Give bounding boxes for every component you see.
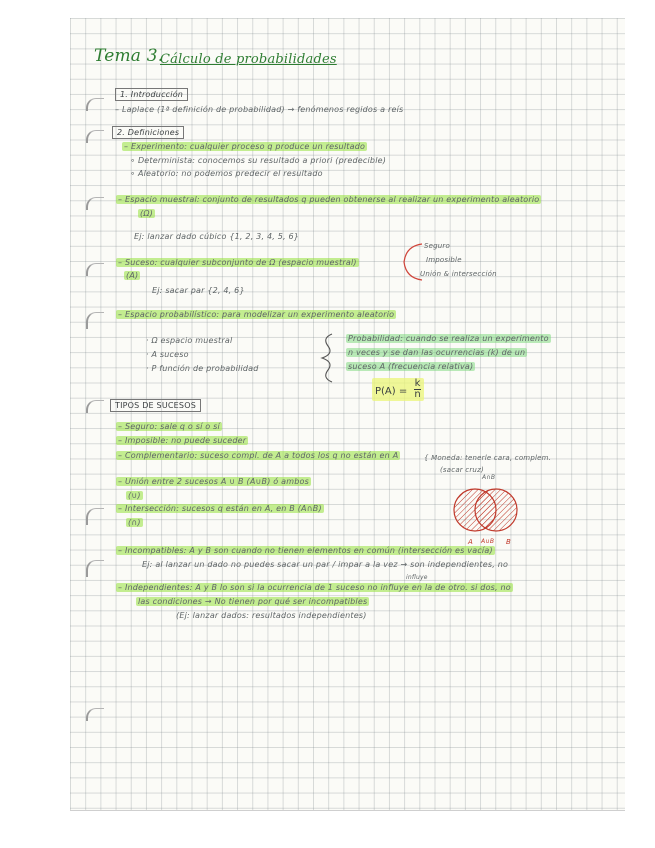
aleatorio-line: ∘ Aleatorio: no podemos predecir el resultado — [130, 169, 323, 178]
section-heading-tipos: TIPOS DE SUCESOS — [110, 399, 201, 412]
incompatibles-line: – Incompatibles: A y B son cuando no tienen elementos en común (intersección es vacía) — [118, 546, 493, 555]
seguro-line: – Seguro: sale q o sí o sí — [118, 422, 220, 431]
curly-brace-icon — [318, 332, 338, 384]
independientes-line: – Independientes: A y B lo son si la ocurrencia de 1 suceso no influye en la de otro. si dos, no — [118, 583, 511, 592]
item-espacio-muestral: · Ω espacio muestral — [146, 336, 233, 345]
experimento-line: – Experimento: cualquier proceso q produce un resultado — [124, 142, 366, 151]
side-note-seguro: Seguro — [424, 242, 450, 250]
venn-label-aub: A∪B — [481, 538, 495, 545]
section-heading-definiciones: 2. Definiciones — [112, 126, 184, 139]
independientes-line-2: las condiciones → No tienen por qué ser incompatibles — [138, 597, 368, 606]
binder-hole-mark — [86, 98, 104, 111]
suceso-a-label: (A) — [126, 271, 139, 280]
imposible-line: – Imposible: no puede suceder — [118, 436, 247, 445]
example-par: Ej: sacar par {2, 4, 6} — [152, 286, 245, 295]
complementario-note-1: { Moneda: tenerle cara, complem. — [424, 454, 552, 462]
espacio-muestral-line: – Espacio muestral: conjunto de resultados q pueden obtenerse al realizar un experimento aleatorio — [118, 195, 540, 204]
binder-hole-mark — [86, 708, 104, 721]
side-note-union: Unión & intersección — [420, 270, 497, 278]
interseccion-line: – Intersección: sucesos q están en A, en B (A∩B) — [118, 504, 322, 513]
section-heading-intro: 1. Introducción — [115, 88, 188, 101]
prob-line-2: n veces y se dan las ocurrencias (k) de un — [348, 348, 526, 357]
espacio-probabilistico-line: – Espacio probabilístico: para modelizar un experimento aleatorio — [118, 310, 395, 319]
venn-circle-b — [475, 489, 517, 531]
binder-hole-mark — [86, 263, 104, 276]
example-dado: Ej: lanzar dado cúbico {1, 2, 3, 4, 5, 6} — [134, 232, 300, 241]
fraction: $\frac{k}{n}$ — [414, 378, 421, 400]
probability-formula: P(A) = $\frac{k}{n}$ — [372, 378, 424, 401]
item-funcion-probabilidad: · P función de probabilidad — [146, 364, 259, 373]
venn-label-b: B — [506, 538, 512, 546]
binder-hole-mark — [86, 130, 104, 143]
independientes-annotation: influye — [406, 574, 428, 581]
venn-diagram — [448, 474, 528, 542]
prob-line-1: Probabilidad: cuando se realiza un experimento — [348, 334, 549, 343]
page-title: Cálculo de probabilidades — [160, 52, 337, 67]
determinista-line: ∘ Determinista: conocemos su resultado a priori (predecible) — [130, 156, 387, 165]
omega-label: (Ω) — [140, 209, 153, 218]
binder-hole-mark — [86, 400, 104, 413]
venn-label-a: A — [468, 538, 473, 546]
item-suceso: · A suceso — [146, 350, 189, 359]
complementario-note-2: (sacar cruz) — [440, 466, 484, 474]
binder-hole-mark — [86, 312, 104, 329]
binder-hole-mark — [86, 197, 104, 210]
binder-hole-mark — [86, 508, 104, 525]
laplace-line: – Laplace (1ª definición de probabilidad) → fenómenos regidos a reís — [115, 105, 404, 114]
incompatibles-example: Ej: al lanzar un dado no puedes sacar un par / impar a la vez → son independientes, no — [142, 560, 509, 569]
title-tema: Tema 3. — [94, 46, 164, 66]
venn-label-intersection: A∩B — [482, 474, 496, 481]
suceso-line: – Suceso: cualquier subconjunto de Ω (espacio muestral) — [118, 258, 357, 267]
independientes-example: (Ej: lanzar dados: resultados independientes) — [176, 611, 367, 620]
union-symbol: (∪) — [128, 491, 141, 500]
prob-line-3: suceso A (frecuencia relativa) — [348, 362, 474, 371]
binder-hole-mark — [86, 560, 104, 577]
interseccion-symbol: (∩) — [128, 518, 141, 527]
union-line: – Unión entre 2 sucesos A ∪ B (A∪B) ó ambos — [118, 477, 309, 486]
complementario-line: – Complementario: suceso compl. de A a todos los q no están en A — [118, 451, 399, 460]
side-note-imposible: Imposible — [426, 256, 462, 264]
